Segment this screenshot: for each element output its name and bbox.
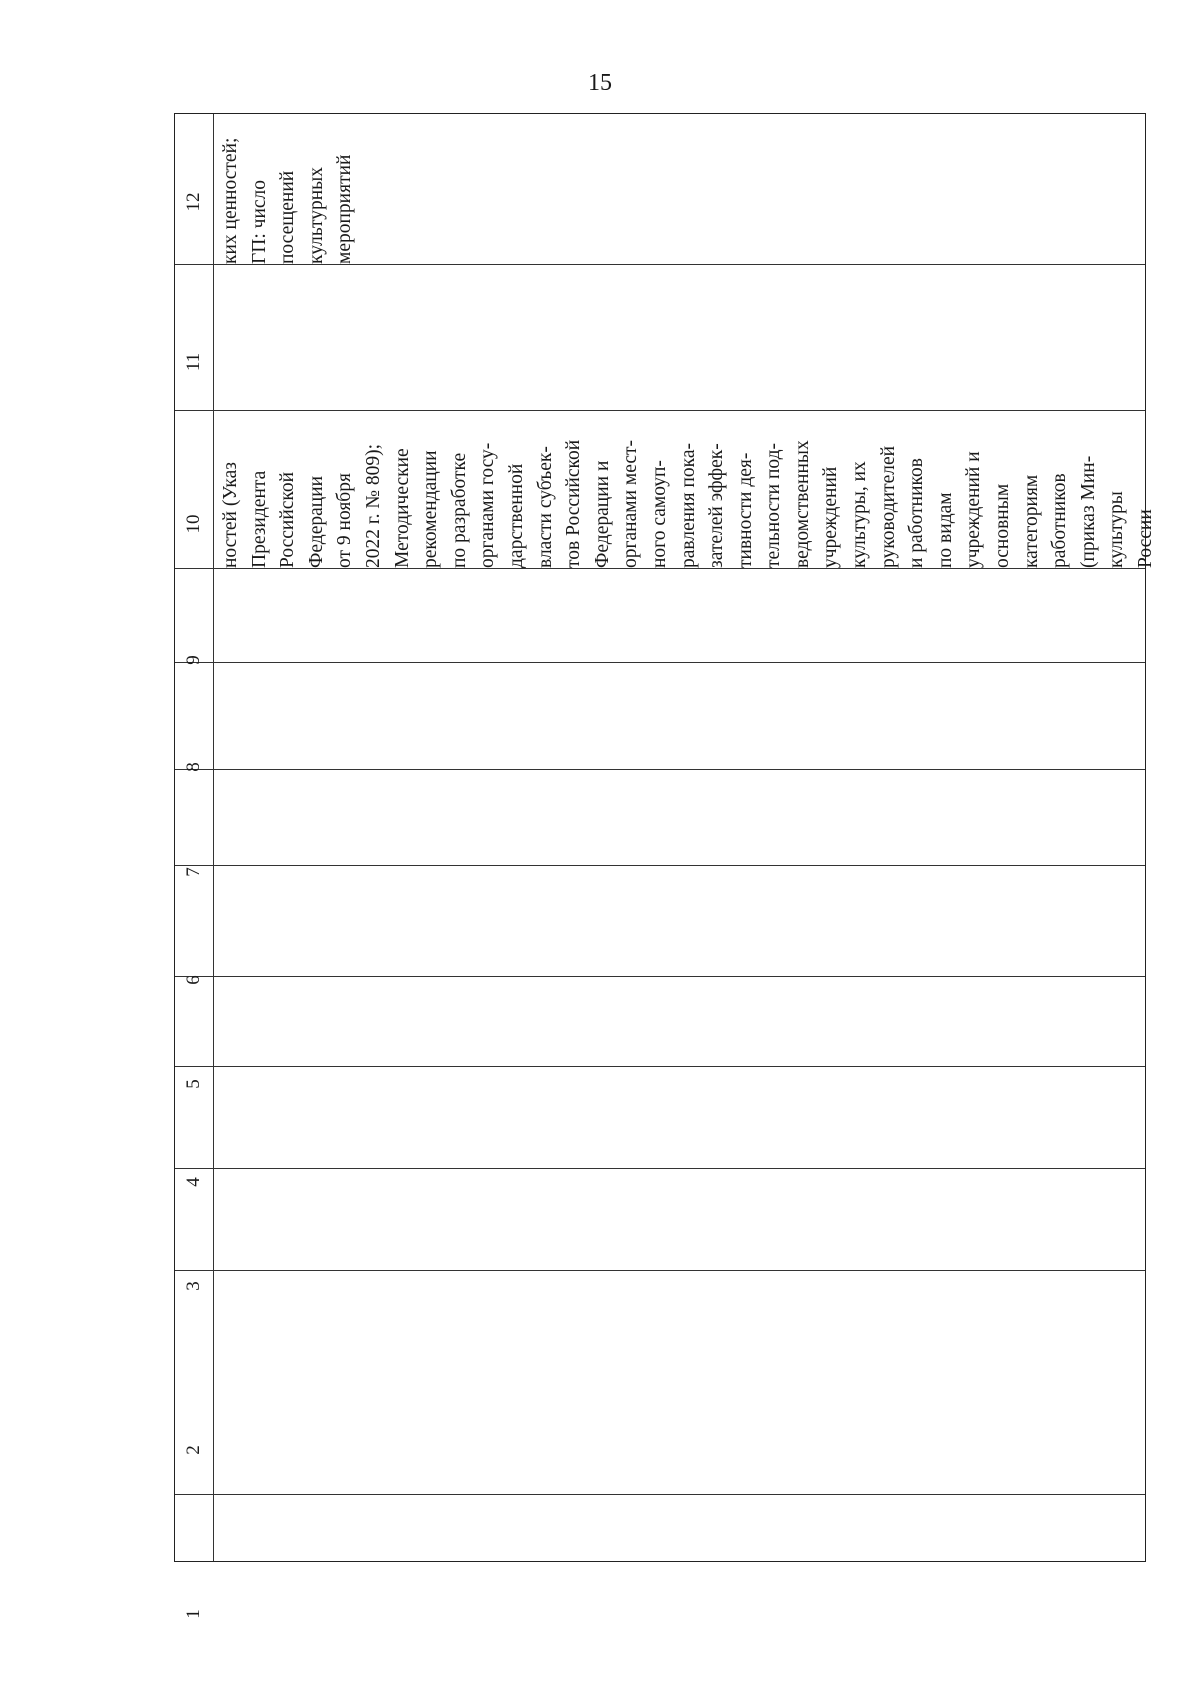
row-separator: [175, 568, 1145, 569]
cell-line: учреждений и: [963, 451, 985, 568]
cell-line: культуры, их: [849, 461, 871, 568]
row-separator: [175, 1066, 1145, 1067]
cell-line: ного самоуп-: [648, 460, 670, 568]
cell-line: культурных: [305, 166, 327, 264]
page-number: 15: [588, 70, 612, 96]
column-number-3: 3: [183, 1281, 204, 1291]
row-separator: [175, 1270, 1145, 1271]
cell-line: ностей (Указ: [220, 462, 241, 568]
column-number-1: 1: [183, 1609, 204, 1619]
column-number-4: 4: [183, 1177, 204, 1187]
cell-line: ких ценностей;: [220, 137, 241, 264]
cell-line: по видам: [934, 492, 956, 568]
column-number-11: 11: [183, 352, 204, 372]
cell-line: учреждений: [820, 466, 842, 568]
cell-line: власти субъек-: [534, 446, 556, 568]
cell-line: (приказ Мин-: [1077, 455, 1099, 568]
row-separator: [175, 1494, 1145, 1495]
cell-line: от 9 ноября: [334, 473, 356, 568]
cell-line: рекомендации: [420, 450, 442, 568]
column-number-10: 10: [183, 514, 204, 534]
cell-line: Российской: [277, 471, 299, 568]
row-separator: [175, 264, 1145, 265]
column-number-9: 9: [183, 655, 204, 665]
column-number-7: 7: [183, 867, 204, 877]
row-separator: [175, 410, 1145, 411]
row-separator: [175, 976, 1145, 977]
cell-line: органами мест-: [620, 439, 642, 568]
cell-line: работников: [1049, 473, 1071, 568]
row-separator: [175, 662, 1145, 663]
cell-line: ведомственных: [791, 440, 813, 568]
cell-line: Президента: [248, 470, 270, 568]
cell-line: посещений: [277, 170, 299, 264]
rotated-table: [174, 113, 1156, 1619]
cell-line: мероприятий: [334, 154, 356, 264]
cell-line: тивности дея-: [734, 452, 756, 568]
row-separator: [175, 769, 1145, 770]
cell-column-10-text: [217, 440, 1161, 568]
cell-line: дарственной: [505, 463, 527, 568]
cell-column-12-text: [217, 138, 360, 264]
cell-line: органами госу-: [477, 442, 499, 568]
cell-line: и работников: [906, 458, 928, 568]
cell-line: Федерации: [305, 475, 327, 568]
column-number-8: 8: [183, 762, 204, 772]
row-separator: [175, 1168, 1145, 1169]
column-number-12: 12: [183, 192, 204, 212]
header-divider-line: [213, 114, 214, 1561]
cell-line: Федерации и: [591, 460, 613, 568]
cell-line: тельности под-: [763, 443, 785, 568]
cell-line: равления пока-: [677, 443, 699, 568]
cell-line: ГП: число: [248, 179, 270, 264]
column-number-6: 6: [183, 975, 204, 985]
cell-line: России: [1135, 509, 1156, 568]
column-number-2: 2: [183, 1445, 204, 1455]
cell-line: культуры: [1106, 491, 1128, 568]
cell-line: 2022 г. № 809);: [362, 443, 384, 568]
cell-line: по разработке: [448, 452, 470, 568]
cell-line: Методические: [391, 448, 413, 568]
cell-line: зателей эффек-: [706, 443, 728, 568]
cell-line: руководителей: [877, 445, 899, 568]
row-separator: [175, 865, 1145, 866]
cell-line: тов Российской: [563, 439, 585, 568]
cell-line: основным: [992, 483, 1014, 568]
cell-line: категориям: [1020, 474, 1042, 568]
column-number-5: 5: [183, 1079, 204, 1089]
